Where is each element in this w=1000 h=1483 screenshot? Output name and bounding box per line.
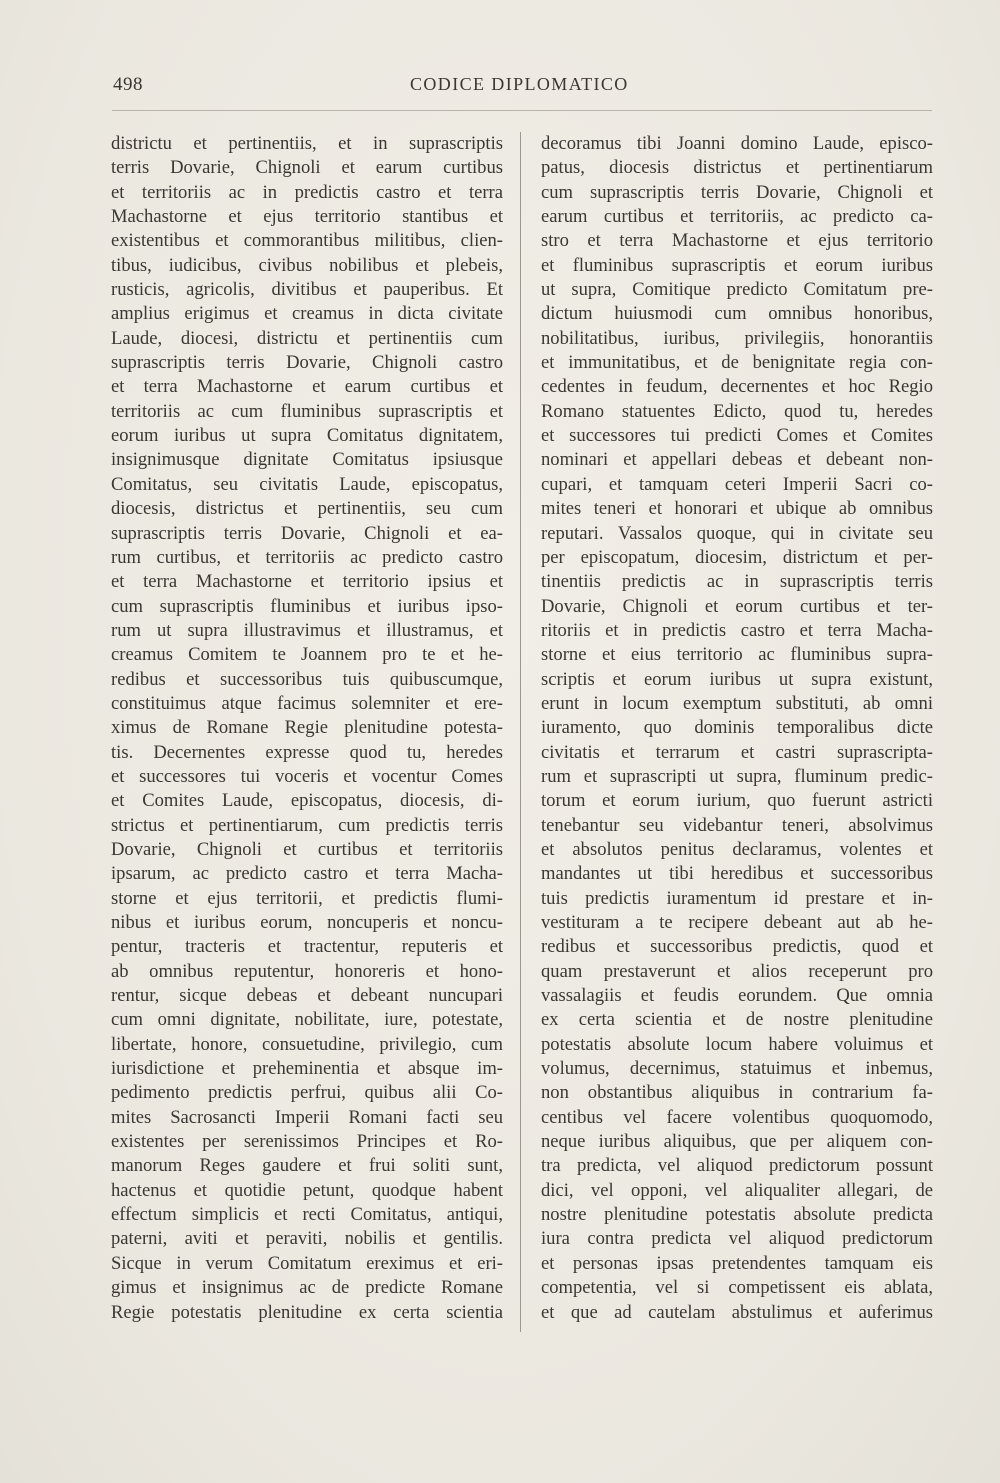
left-column-line: hactenus et quotidie petunt, quodque habent [111,1179,503,1201]
left-column-line: Dovarie, Chignoli et curtibus et territoriis [111,838,503,860]
right-column-line: torum et eorum iurium, quo fuerunt astricti [541,790,933,812]
left-column-line: insignimusque dignitate Comitatus ipsiusque [111,449,503,471]
left-column-line: iurisdictione et preheminentia et absque im- [111,1058,503,1080]
right-column-line: ut supra, Comitique predicto Comitatum pre- [541,279,933,301]
left-column-line: ximus de Romane Regie plenitudine potesta- [111,717,503,739]
right-column-line: earum curtibus et territoriis, ac predicto ca- [541,206,933,228]
right-column-line: et personas ipsas pretendentes tamquam eis [541,1252,933,1274]
right-column-line: vestituram a te recipere debeant aut ab he- [541,912,933,933]
right-column-line: civitatis et terrarum et castri suprascripta- [541,741,933,763]
right-column-line: tinentiis predictis ac in suprascriptis terris [541,571,933,593]
right-column-line: cedentes in feudum, decernentes et hoc Regio [541,376,933,398]
left-column-line: amplius erigimus et creamus in dicta civitate [111,303,503,325]
left-column-line: tibus, iudicibus, civibus nobilibus et plebeis, [111,254,503,276]
right-column-line: cum suprascriptis terris Dovarie, Chignoli et [541,181,933,203]
right-column-line: mandantes ut tibi heredibus et successoribus [541,863,933,885]
right-column-line: competentia, vel si competissent eis ablata, [541,1277,933,1299]
right-column-line: cupari, et tamquam ceteri Imperii Sacri co- [541,473,933,495]
right-column-line: scriptis et eorum iuribus ut supra existunt, [541,668,933,690]
left-column-line: et Comites Laude, episcopatus, diocesis, di- [111,790,503,812]
left-column-line: territoriis ac cum fluminibus suprascriptis et [111,400,503,422]
left-column-line: effectum simplicis et recti Comitatus, antiqui, [111,1204,503,1226]
left-column-line: tis. Decernentes expresse quod tu, heredes [111,741,503,763]
right-column-line: volumus, decernimus, statuimus et inbemus, [541,1058,933,1080]
left-column-line: creamus Comitem te Joannem pro te et he- [111,644,503,666]
right-column-line: et immunitatibus, et de benignitate regia con- [541,352,933,374]
right-column-line: dici, vel opponi, vel aliqualiter allegari, de [541,1179,933,1201]
left-column-line: et territoriis ac in predictis castro et terra [111,181,503,203]
right-column-line: reputari. Vassalos quoque, qui in civitate seu [541,522,933,544]
left-column-line: eorum iuribus ut supra Comitatus dignitatem, [111,425,503,447]
right-column-line: dictum huiusmodi cum omnibus honoribus, [541,303,933,325]
right-column-line: decoramus tibi Joanni domino Laude, episco- [541,133,933,154]
page-number: 498 [113,74,143,95]
left-column-line: libertate, honore, consuetudine, privilegio, cum [111,1033,503,1055]
left-column-line: nibus et iuribus eorum, noncuperis et noncu- [111,912,503,933]
left-column-line: storne et ejus territorii, et predictis flumi- [111,887,503,909]
right-column-line: centibus vel facere volentibus quoquomodo, [541,1106,933,1128]
right-column-line: non obstantibus aliquibus in contrarium fa- [541,1082,933,1104]
right-column-line: et fluminibus suprascriptis et eorum iuribus [541,254,933,276]
left-column-line: diocesis, districtus et pertinentiis, seu cum [111,498,503,520]
right-column-line: ritoriis et in predictis castro et terra Macha- [541,619,933,641]
left-column-line: rentur, sicque debeas et debeant nuncupari [111,985,503,1007]
left-column-line: rum curtibus, et territoriis ac predicto castro [111,546,503,568]
right-column-line: tra predicta, vel aliquod predictorum possunt [541,1155,933,1177]
right-column-line: tuis predictis iuramentum id prestare et in- [541,887,933,909]
left-column-line: et successores tui voceris et vocentur Comes [111,765,503,787]
left-column-line: pedimento predictis perfrui, quibus alii Co- [111,1082,503,1104]
left-column-line: et terra Machastorne et earum curtibus et [111,376,503,398]
right-column-line: et successores tui predicti Comes et Comites [541,425,933,447]
right-column-line: nominari et appellari debeas et debeant non- [541,449,933,471]
right-column-line: nostre plenitudine potestatis absolute predicta [541,1204,933,1226]
right-column-line: et que ad cautelam abstulimus et auferimus [541,1301,933,1323]
column-divider [520,132,521,1332]
left-column-line: gimus et insignimus ac de predicte Romane [111,1277,503,1299]
left-column-line: mites Sacrosancti Imperii Romani facti seu [111,1106,503,1128]
right-column-line: neque iuribus aliquibus, que per aliquem con- [541,1131,933,1153]
right-column-line: iuramento, quo dominis temporalibus dicte [541,717,933,739]
left-column-line: paterni, aviti et peraviti, nobilis et gentilis. [111,1228,503,1250]
left-column-line: constituimus atque facimus solemniter et ere- [111,692,503,714]
left-column-line: cum suprascriptis fluminibus et iuribus ipso- [111,595,503,617]
right-column-line: rum et suprascripti ut supra, fluminum predic- [541,765,933,787]
right-column-line: Romano statuentes Edicto, quod tu, heredes [541,400,933,422]
right-column-line: storne et eius territorio ac fluminibus supra- [541,644,933,666]
left-column-line: suprascriptis terris Dovarie, Chignoli et ea- [111,522,503,544]
right-column-line: patus, diocesis districtus et pertinentiarum [541,157,933,179]
left-column-line: redibus et successoribus tuis quibuscumque, [111,668,503,690]
left-column-line: Comitatus, seu civitatis Laude, episcopatus, [111,473,503,495]
left-column-line: districtu et pertinentiis, et in suprascriptis [111,133,503,154]
right-column-line: mites teneri et honorari et ubique ab omnibus [541,498,933,520]
left-column-line: terris Dovarie, Chignoli et earum curtibus [111,157,503,179]
right-column-line: stro et terra Machastorne et ejus territorio [541,230,933,252]
header-rule [112,110,932,111]
left-column-line: Sicque in verum Comitatum ereximus et eri- [111,1252,503,1274]
page-header [113,72,933,102]
left-column-line: rum ut supra illustravimus et illustramus, et [111,619,503,641]
left-column-line: Machastorne et ejus territorio stantibus et [111,206,503,228]
left-column-line: et terra Machastorne et territorio ipsius et [111,571,503,593]
right-column-line: per episcopatum, diocesim, districtum et per- [541,546,933,568]
right-column-line: et absolutos penitus declaramus, volentes et [541,838,933,860]
left-column-line: Laude, diocesi, districtu et pertinentiis cum [111,327,503,349]
left-column-line: strictus et pertinentiarum, cum predictis terris [111,814,503,836]
right-column-line: tenebantur seu videbantur teneri, absolvimus [541,814,933,836]
left-column-line: pentur, tracteris et tractentur, reputeris et [111,936,503,958]
right-column-line: redibus et successoribus predictis, quod et [541,936,933,958]
left-column-line: cum omni dignitate, nobilitate, iure, potestate, [111,1009,503,1031]
left-column-line: ipsarum, ac predicto castro et terra Macha- [111,863,503,885]
left-column-line: rusticis, agricolis, divitibus et pauperibus. Et [111,279,503,301]
left-text-column [111,132,503,1325]
right-column-line: Dovarie, Chignoli et eorum curtibus et ter- [541,595,933,617]
left-column-line: manorum Reges gaudere et frui soliti sunt, [111,1155,503,1177]
right-column-line: ex certa scientia et de nostre plenitudine [541,1009,933,1031]
right-column-line: vassalagiis et feudis eorundem. Que omnia [541,985,933,1007]
left-column-line: Regie potestatis plenitudine ex certa scientia [111,1301,503,1323]
right-column-line: potestatis absolute locum habere voluimus et [541,1033,933,1055]
right-text-column [541,132,933,1325]
right-column-line: erunt in locum exemptum substituti, ab omni [541,692,933,714]
right-column-line: nobilitatibus, iuribus, privilegiis, honorantiis [541,327,933,349]
running-title: CODICE DIPLOMATICO [410,74,629,94]
right-column-line: iura contra predicta vel aliquod predictorum [541,1228,933,1250]
left-column-line: existentibus et commorantibus militibus, clien- [111,230,503,252]
left-column-line: ab omnibus reputentur, honoreris et hono- [111,960,503,982]
left-column-line: suprascriptis terris Dovarie, Chignoli castro [111,352,503,374]
left-column-line: existentes per serenissimos Principes et Ro- [111,1131,503,1153]
right-column-line: quam prestaverunt et alios receperunt pro [541,960,933,982]
